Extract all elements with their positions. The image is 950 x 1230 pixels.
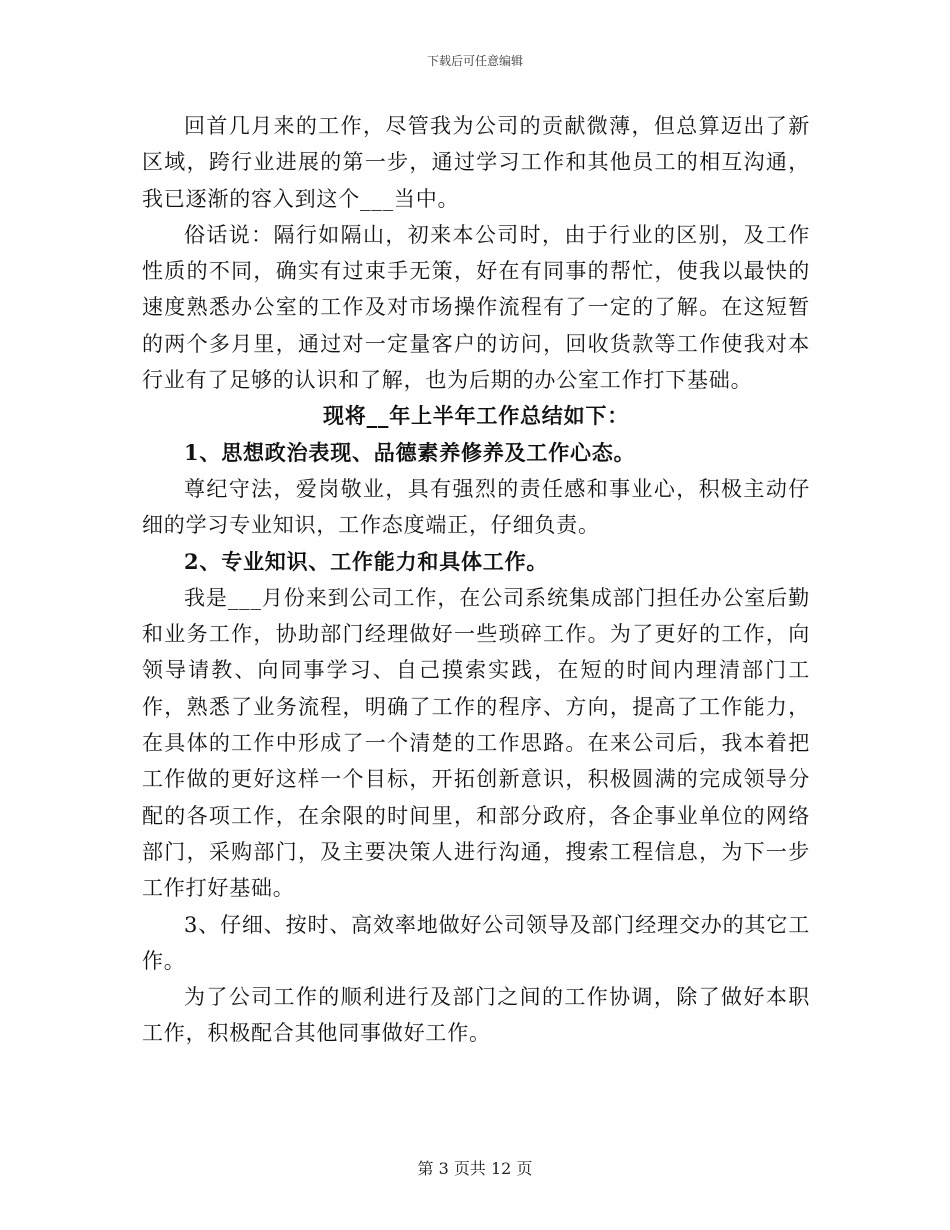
page-header-note: 下载后可任意编辑 (426, 54, 523, 68)
section-heading-2: 2、专业知识、工作能力和具体工作。 (184, 548, 549, 574)
paragraph-review: 回首几月来的工作，尽管我为公司的贡献微薄，但总算迈出了新区域，跨行业进展的第一步，通过学习工作和其他员工的相互沟通，我已逐渐的容入到这个___当中。 (142, 114, 810, 211)
paragraph-conduct: 尊纪守法，爱岗敬业，具有强烈的责任感和事业心，积极主动仔细的学习专业知识，工作态度端正，仔细负责。 (142, 476, 810, 538)
paragraph-work-details: 我是___月份来到公司工作，在公司系统集成部门担任办公室后勤和业务工作，协助部门经理做好一些琐碎工作。为了更好的工作，向领导请教、向同事学习、自己摸索实践，在短的时间内理清部门工作，熟悉了业务流程，明确了工作的程序、方向，提高了工作能力，在具体的工作中形成了一个清楚的工作思路。在来公司后，我本着把工作做的更好这样一个目标，开拓创新意识，积极圆满的完成领导分配的各项工作，在余限的时间里，和部分政府，各企事业单位的网络部门，采购部门，及主要决策人进行沟通，搜索工程信息，为下一步工作打好基础。 (142, 585, 810, 901)
summary-title: 现将__年上半年工作总结如下： (323, 403, 629, 429)
page-number-footer: 第 3 页共 12 页 (417, 1159, 533, 1178)
section-heading-1: 1、思想政治表现、品德素养修养及工作心态。 (184, 439, 636, 465)
paragraph-cooperation: 为了公司工作的顺利进行及部门之间的工作协调，除了做好本职工作，积极配合其他同事做好工作。 (142, 985, 810, 1046)
paragraph-proverb: 俗话说：隔行如隔山，初来本公司时，由于行业的区别，及工作性质的不同，确实有过束手无策，好在有同事的帮忙，使我以最快的速度熟悉办公室的工作及对市场操作流程有了一定的了解。在这短暂的两个多月里，通过对一定量客户的访问，回收货款等工作使我对本行业有了足够的认识和了解，也为后期的办公室工作打下基础。 (142, 222, 810, 393)
document-body (142, 108, 810, 1052)
section-heading-3: 3、仔细、按时、高效率地做好公司领导及部门经理交办的其它工作。 (142, 912, 810, 973)
